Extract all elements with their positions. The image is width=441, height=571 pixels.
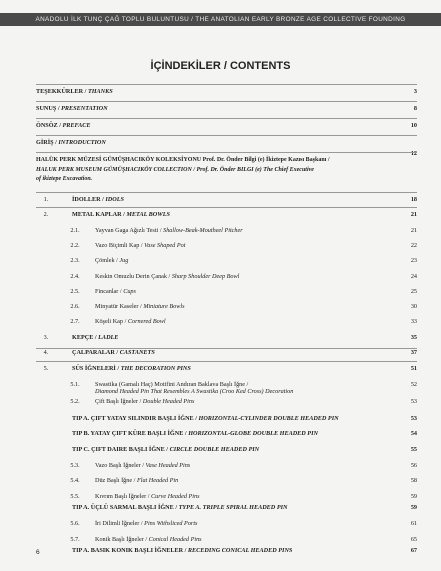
page-title: İÇİNDEKİLER / CONTENTS [150, 60, 291, 72]
page-ref: 21 [410, 227, 417, 234]
entry-separator: / [137, 398, 143, 405]
entry-number: 1. [43, 196, 49, 203]
entry-number: 3. [43, 334, 49, 341]
entry-title-tr: Fincanlar [95, 288, 119, 295]
entry-title-tr: TIP A. ÇIFT YATAY SILINDIR BAŞLI İĞNE [72, 415, 194, 422]
entry-title-en: Flat Headed Pin [136, 477, 179, 484]
entry-separator: / [118, 288, 124, 295]
page-ref: 52 [410, 381, 417, 388]
divider-rule [36, 101, 417, 102]
entry-separator: / [132, 477, 137, 484]
entry-title-en: Miniature Bowls [143, 303, 185, 310]
entry-title-en: PRESENTATION [61, 105, 108, 112]
entry-separator: / [114, 349, 120, 356]
entry-number: 2. [43, 211, 49, 218]
entry-title-en: METAL BOWLS [126, 211, 170, 218]
entry-separator: / [138, 303, 144, 310]
entry-title [72, 349, 155, 356]
entry-title-en: Cups [123, 288, 136, 295]
entry-number: 2.5. [70, 288, 80, 295]
entry-title-tr: TIP A. ÜÇLÜ SARMAL BAŞLI İĞNE [72, 504, 174, 511]
entry-number: 5.1. [70, 381, 80, 388]
page-ref: 8 [413, 105, 417, 112]
front-matter-item [36, 139, 417, 157]
page-ref: 25 [410, 288, 417, 295]
divider-rule [36, 361, 417, 362]
entry-title [72, 446, 259, 453]
entry-separator: / [158, 227, 164, 234]
entry-title-tr: GİRİŞ [36, 139, 54, 146]
divider-rule [36, 118, 417, 119]
entry-title-tr: Kıvrım Başlı İğneler [95, 493, 147, 500]
entry-title-en: INTRODUCTION [58, 139, 106, 146]
entry-title [95, 273, 239, 280]
entry-number: 2.7. [70, 318, 80, 325]
entry-title-en: PREFACE [62, 122, 91, 129]
entry-title-tr: Yayvan Gaga Ağızlı Testi [95, 227, 159, 234]
page-ref: 18 [410, 196, 417, 203]
entry-title-en: Curve Headed Pins [151, 493, 200, 500]
entry-separator: / [173, 504, 179, 511]
page-ref: 3 [413, 88, 417, 95]
entry-title-en: THANKS [87, 88, 113, 95]
entry-title [72, 547, 292, 554]
entry-title-en: Vase Headed Pins [145, 462, 191, 469]
entry-title [95, 536, 202, 543]
entry-separator: / [183, 547, 188, 554]
page-ref: 65 [410, 536, 417, 543]
entry-separator: / [121, 211, 127, 218]
entry-title-tr: İDOLLER [72, 196, 101, 203]
entry-title-en: CIRCLE DOUBLE HEADED PIN [169, 446, 260, 453]
entry-title-tr: TIP A. BASIK KONIK BAŞLI İĞNELER [72, 547, 184, 554]
entry-title-tr: SÜS İĞNELERİ [72, 365, 116, 372]
entry-title-tr: Vazo Biçimli Kap [95, 242, 140, 249]
entry-title [72, 365, 191, 372]
entry-separator: / [93, 334, 99, 341]
front-matter-item [36, 105, 417, 112]
entry-title [95, 381, 293, 395]
entry-number: 5.4. [70, 477, 80, 484]
header-banner: ANADOLU İLK TUNÇ ÇAĞ TOPLU BULUNTUSU / THE ANATOLIAN EARLY BRONZE AGE COLLECTIVE FOUNDING [0, 13, 441, 26]
page-ref: 58 [410, 477, 417, 484]
page-ref: 59 [410, 493, 417, 500]
entry-title-en: Vase Shaped Pot [144, 242, 186, 249]
page-ref: 35 [410, 334, 417, 341]
entry-title-tr: Swastika (Gamalı Haç) Motifini Andıran Baklava Başlı İğne / [95, 381, 249, 388]
entry-title [72, 211, 170, 218]
entry-title-tr: Köşeli Kap [95, 318, 124, 325]
page-ref: 51 [410, 365, 417, 372]
page-number: 6 [36, 549, 40, 556]
divider-rule [36, 84, 417, 85]
entry-title-en: TYPE A. TRIPLE SPIRAL HEADED PIN [178, 504, 288, 511]
entry-title [72, 504, 287, 511]
entry-title [72, 415, 339, 422]
page-ref: 23 [410, 257, 417, 264]
entry-separator: / [139, 520, 145, 527]
divider-rule [36, 207, 417, 208]
page-ref: 53 [410, 398, 417, 405]
entry-title-tr: Keskin Omuzlu Derin Çanak [95, 273, 167, 280]
entry-title [72, 430, 318, 437]
entry-title [72, 196, 124, 203]
page-ref: 22 [410, 242, 417, 249]
page-ref: 59 [410, 504, 417, 511]
page-ref: 12 [410, 150, 417, 157]
intro-paragraph [36, 156, 366, 185]
entry-separator: / [114, 257, 120, 264]
entry-separator: / [164, 446, 170, 453]
page-ref: 67 [410, 547, 417, 554]
page-ref: 21 [410, 211, 417, 218]
entry-title-en: Cornered Bowl [127, 318, 166, 325]
entry-number: 5.3. [70, 462, 80, 469]
entry-title-en: LADLE [98, 334, 119, 341]
entry-number: 2.4. [70, 273, 80, 280]
entry-title [95, 318, 166, 325]
page-ref: 54 [410, 430, 417, 437]
entry-title [72, 334, 118, 341]
entry-title [95, 477, 178, 484]
intro-line: HALÜK PERK MÜZESİ GÜMÜŞHACIKÖY KOLEKSİYONU Prof. Dr. Önder Bilgi (e) İkiztepe Kazısı Başkanı / [36, 157, 330, 163]
entry-title-en: Double Headed Pins [142, 398, 195, 405]
entry-title-en: Sharp Shoulder Deep Bowl [171, 273, 240, 280]
entry-title-tr: Minyatür Kaseler [95, 303, 139, 310]
entry-title-en: Jug [119, 257, 129, 264]
entry-title-tr: Vazo Başlı İğneler [95, 462, 141, 469]
entry-separator: / [139, 242, 145, 249]
page-ref: 37 [410, 349, 417, 356]
entry-title-en: Pins Withsliced Ports [144, 520, 198, 527]
entry-number: 5.7. [70, 536, 80, 543]
entry-number: 2.1. [70, 227, 80, 234]
entry-title-en: IDOLS [105, 196, 124, 203]
entry-title [95, 257, 128, 264]
page-ref: 55 [410, 446, 417, 453]
entry-title-en: HORIZONTAL-GLOBE DOUBLE HEADED PIN [188, 430, 318, 437]
entry-number: 2.6. [70, 303, 80, 310]
entry-title-tr: TIP B. YATAY ÇIFT KÜRE BAŞLI İĞNE [72, 430, 184, 437]
entry-number: 5.5. [70, 493, 80, 500]
entry-title-en: Conical Headed Pins [148, 536, 202, 543]
page-ref: 53 [410, 415, 417, 422]
entry-title [95, 227, 243, 234]
entry-separator: / [146, 493, 152, 500]
front-matter-item [36, 88, 417, 95]
page-ref: 33 [410, 318, 417, 325]
page-ref: 30 [410, 303, 417, 310]
entry-number: 5.2. [70, 398, 80, 405]
entry-title [95, 288, 136, 295]
entry-title-tr: METAL KAPLAR [72, 211, 122, 218]
intro-line: HALUK PERK MUSEUM GÜMÜŞHACIKÖY COLLECTION / Prof. Dr. Önder BILGI (e) The Chief Executive [36, 166, 314, 173]
entry-title-tr: Çömlek [95, 257, 115, 264]
entry-title-en: RECEDING CONICAL HEADED PINS [187, 547, 293, 554]
entry-title-en: THE DECORATION PINS [120, 365, 191, 372]
divider-rule [36, 152, 417, 153]
entry-title-tr: Düz Başlı İğne [95, 477, 133, 484]
entry-separator: / [57, 122, 63, 129]
entry-number: 4. [43, 349, 49, 356]
entry-separator: / [100, 196, 106, 203]
entry-title [95, 242, 185, 249]
entry-title-tr: ÖNSÖZ [36, 122, 58, 129]
entry-title-en: CASTANETS [119, 349, 155, 356]
entry-title [95, 303, 185, 310]
intro-line: of ikiztepe Excavation. [36, 176, 93, 182]
entry-number: 5. [43, 365, 49, 372]
entry-line [95, 381, 293, 388]
entry-number: 2.3. [70, 257, 80, 264]
entry-title-tr: TIP C. ÇIFT DAIRE BAŞLI İĞNE [72, 446, 165, 453]
front-matter-item [36, 122, 417, 129]
entry-title-tr: İri Dilimli İğneler [95, 520, 140, 527]
entry-separator: / [193, 415, 199, 422]
entry-title-en: Diamond Headed Pin That Resembles A Swastika (Croo Ked Cross) Decoration [95, 388, 294, 395]
entry-separator: / [115, 365, 121, 372]
page-ref: 56 [410, 462, 417, 469]
divider-rule [36, 192, 417, 193]
page-ref: 24 [410, 273, 417, 280]
entry-title-tr: SUNUŞ [36, 105, 57, 112]
entry-separator: / [183, 430, 189, 437]
entry-separator: / [56, 105, 62, 112]
entry-title [95, 493, 200, 500]
page-ref: 61 [410, 520, 417, 527]
entry-title [95, 462, 190, 469]
entry-title-tr: Çift Başlı İğneler [95, 398, 138, 405]
entry-separator: / [123, 318, 128, 325]
entry-separator: / [83, 88, 88, 95]
entry-separator: / [167, 273, 172, 280]
entry-title-en: HORIZONTAL-CYLINDER DOUBLE HEADED PIN [198, 415, 339, 422]
entry-title [95, 520, 197, 527]
entry-title [95, 398, 194, 405]
page-ref: 10 [410, 122, 417, 129]
entry-title-tr: Konik Başlı İğneler [95, 536, 144, 543]
entry-title-en: Shallow-Beak-Moutheel Pitcher [163, 227, 243, 234]
entry-number: 5.6. [70, 520, 80, 527]
entry-separator: / [140, 462, 146, 469]
divider-rule [36, 135, 417, 136]
entry-title-tr: TEŞEKKÜRLER [36, 88, 84, 95]
entry-separator: / [53, 139, 59, 146]
entry-title-tr: KEPÇE [72, 334, 94, 341]
entry-separator: / [143, 536, 149, 543]
entry-number: 2.2. [70, 242, 80, 249]
entry-title-tr: ÇALPARALAR [72, 349, 115, 356]
